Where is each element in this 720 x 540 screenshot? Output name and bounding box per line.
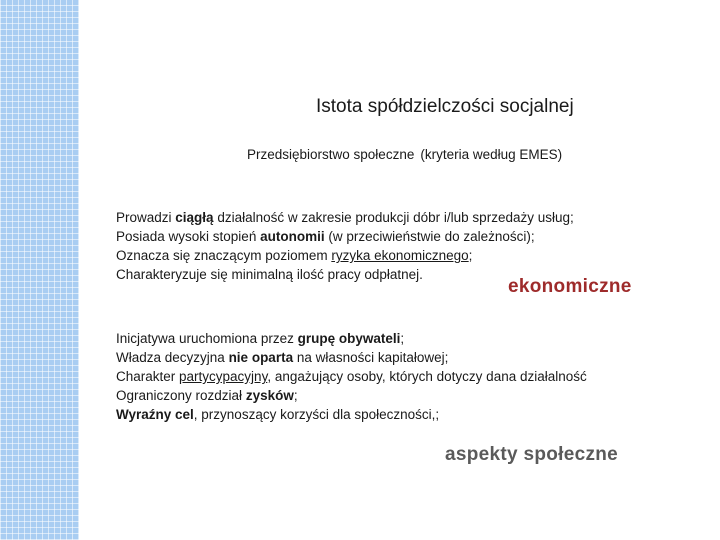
social-criterion-4: Ograniczony rozdział zysków;	[116, 388, 298, 403]
economic-risk-link[interactable]: ryzyka ekonomicznego	[331, 248, 469, 263]
economic-criteria	[116, 208, 574, 284]
participatory-link[interactable]: partycypacyjny	[179, 369, 268, 384]
subtitle-paren: (kryteria według EMES)	[420, 147, 563, 162]
economic-criterion-2: Posiada wysoki stopień autonomii (w przeciwieństwie do zależności);	[116, 229, 535, 244]
social-criterion-5: Wyraźny cel, przynoszący korzyści dla społeczności,;	[116, 407, 440, 422]
social-criterion-2: Władza decyzyjna nie oparta na własności kapitałowej;	[116, 350, 449, 365]
economic-criterion-4: Charakteryzuje się minimalną ilość pracy odpłatnej.	[116, 267, 423, 282]
social-criterion-1: Inicjatywa uruchomiona przez grupę obywateli;	[116, 331, 405, 346]
sidebar-decoration	[0, 0, 79, 540]
subtitle-main: Przedsiębiorstwo społeczne	[247, 147, 415, 162]
social-tag: aspekty społeczne	[445, 444, 619, 465]
economic-criterion-1: Prowadzi ciągłą działalność w zakresie produkcji dóbr i/lub sprzedaży usług;	[116, 210, 574, 225]
economic-tag: ekonomiczne	[508, 276, 632, 297]
slide-title: Istota spółdzielczości socjalnej	[316, 96, 574, 117]
slide-subtitle	[247, 147, 562, 162]
social-criteria	[116, 329, 587, 424]
economic-criterion-3: Oznacza się znaczącym poziomem ryzyka ekonomicznego;	[116, 248, 473, 263]
social-criterion-3: Charakter partycypacyjny, angażujący osoby, których dotyczy dana działalność	[116, 369, 587, 384]
